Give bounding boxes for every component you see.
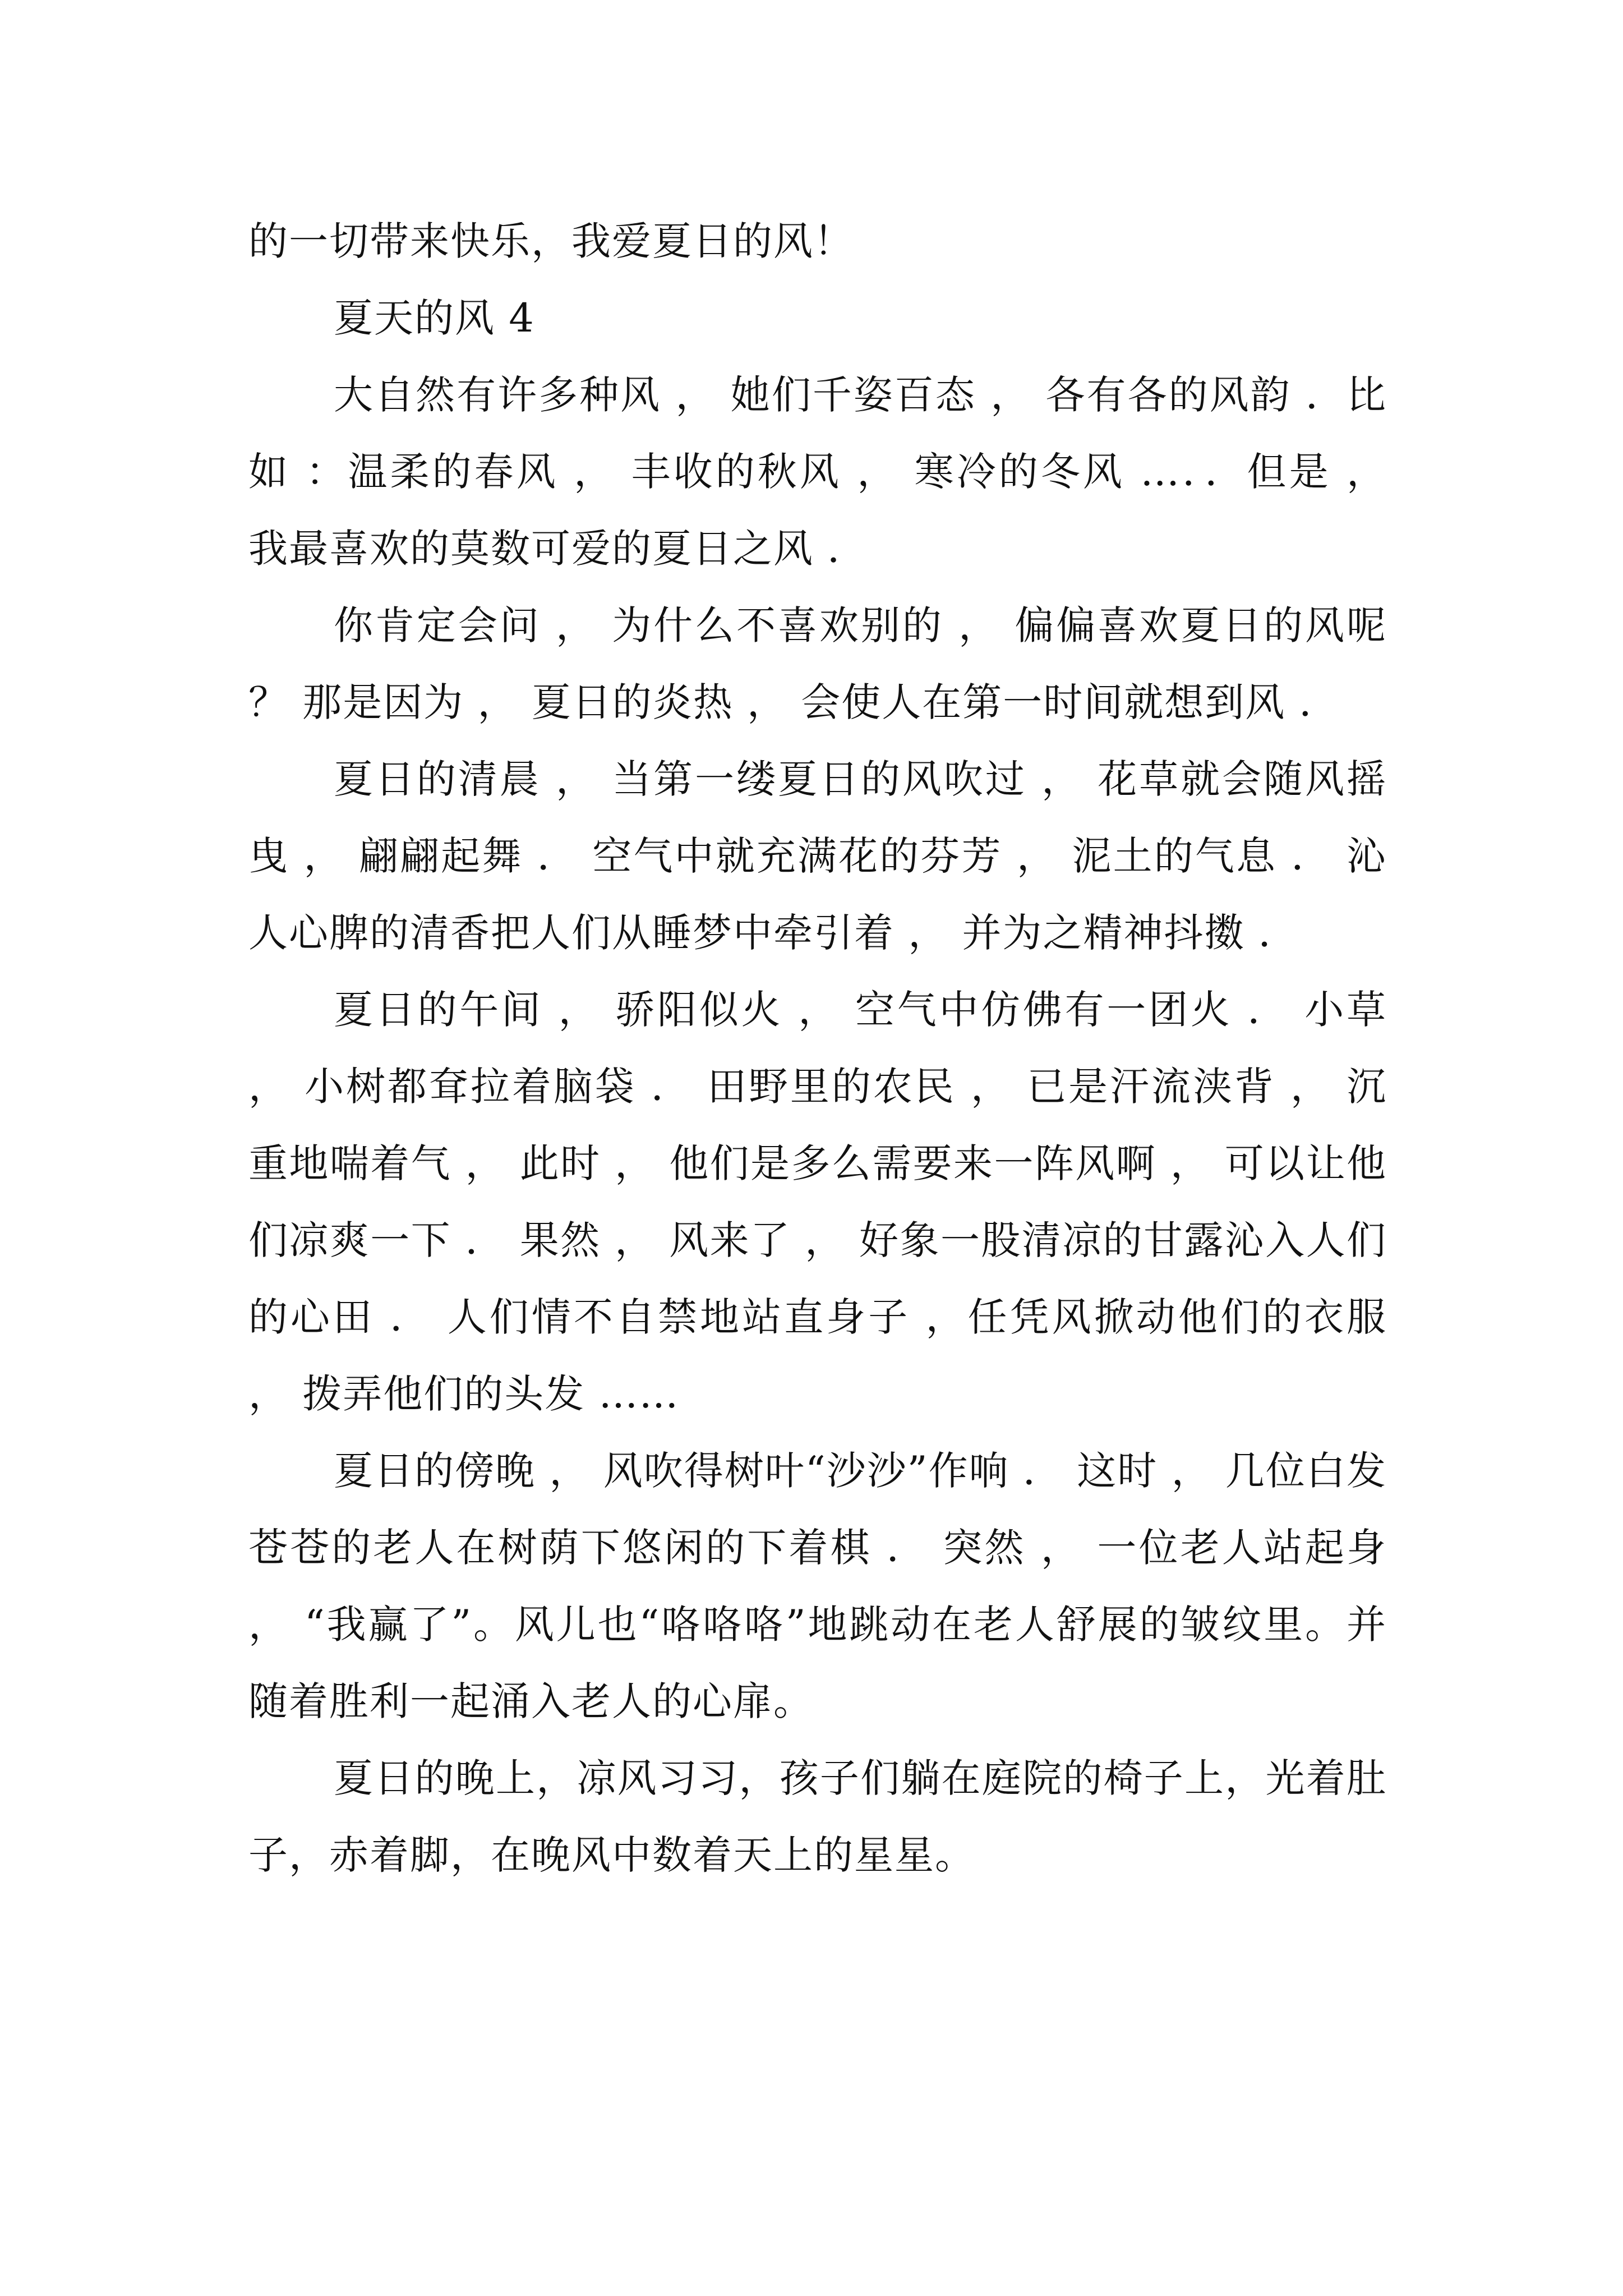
paragraph: 夏日的午间 ， 骄阳似火 ， 空气中仿佛有一团火 ． 小草 ， 小树都耷拉着脑袋 ． 田野里的农民 ， 已是汗流浃背 ， 沉重地喘着气 ， 此时 ， 他们是多么需要来一阵风啊 ， 可以让他们凉爽一下 ． 果然 ， 风来了 ， 好象一股清凉的甘露沁入人们的心田 ． 人们情不自禁地站直身子 ，任凭风掀动他们的衣服 ， 拨弄他们的头发 …… [248,987,1387,1417]
paragraph: 夏日的晚上，凉风习习，孩子们躺在庭院的椅子上，光着肚子，赤着脚，在晚风中数着天上的星星。 [248,1755,1387,1878]
paragraph: 大自然有许多种风 ， 她们千姿百态 ， 各有各的风韵 ．比如 ：温柔的春风 ， 丰收的秋风 ， 寒冷的冬风 …．．但是 ， 我最喜欢的莫数可爱的夏日之风 ． [248,372,1387,572]
paragraph-continuation: 的一切带来快乐，我爱夏日的风！ [248,218,854,264]
section-heading: 夏天的风 4 [334,295,535,341]
paragraph: 你肯定会问 ， 为什么不喜欢别的 ， 偏偏喜欢夏日的风呢 ？ 那是因为 ， 夏日的炎热 ， 会使人在第一时间就想到风 ． [248,602,1387,725]
document-body [248,203,1387,1894]
paragraph: 夏日的傍晚 ， 风吹得树叶“沙沙”作响 ． 这时 ， 几位白发苍苍的老人在树荫下悠闲的下着棋 ． 突然 ， 一位老人站起身 ， “我赢了”。风儿也“咯咯咯”地跳动在老人舒展的皱纹里。并随着胜利一起涌入老人的心扉。 [248,1448,1387,1724]
paragraph: 夏日的清晨 ， 当第一缕夏日的风吹过 ， 花草就会随风摇曳 ， 翩翩起舞 ． 空气中就充满花的芬芳 ， 泥土的气息 ． 沁人心脾的清香把人们从睡梦中牵引着 ， 并为之精神抖擞 ． [248,756,1387,956]
